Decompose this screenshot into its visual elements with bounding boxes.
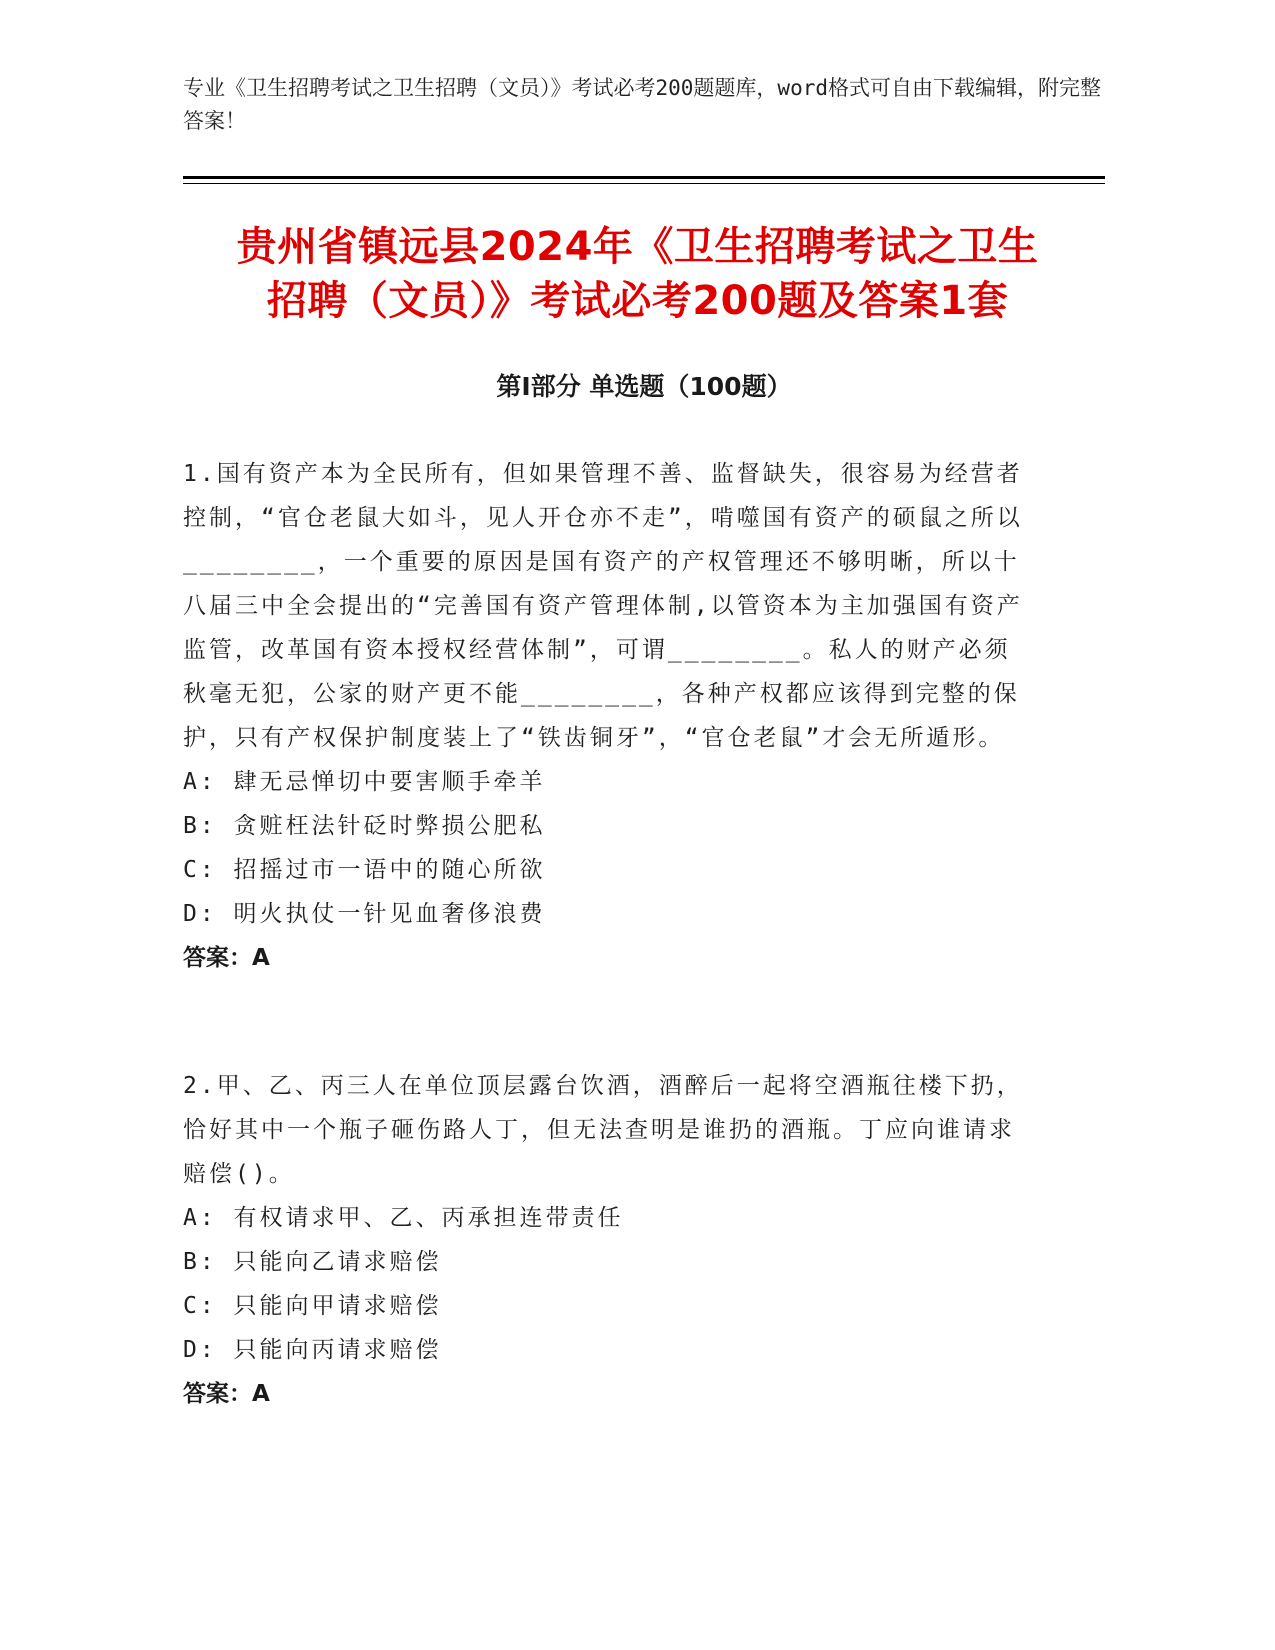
question-2 [183,1064,1033,1416]
option-c: C: 招摇过市一语中的随心所欲 [183,857,546,883]
answer: 答案：A [183,945,270,971]
answer: 答案：A [183,1381,270,1407]
question-1 [183,452,1033,980]
option-b: B: 只能向乙请求赔偿 [183,1249,442,1275]
option-a: A: 肆无忌惮切中要害顺手牵羊 [183,769,546,795]
option-b: B: 贪赃枉法针砭时弊损公肥私 [183,813,546,839]
option-c: C: 只能向甲请求赔偿 [183,1293,442,1319]
document-title-line-1: 贵州省镇远县2024年《卫生招聘考试之卫生 [236,224,1039,270]
document-title [150,220,1125,328]
question-stem: 1.国有资产本为全民所有，但如果管理不善、监督缺失，很容易为经营者控制，“官仓老鼠大如斗，见人开仓亦不走”，啃噬国有资产的硕鼠之所以________，一个重要的原因是国有资产的产权管理还不够明晰，所以十八届三中全会提出的“完善国有资产管理体制,以管资本为主加强国有资产监管，改革国有资本授权经营体制”，可谓________。私人的财产必须秋毫无犯，公家的财产更不能________，各种产权都应该得到完整的保护，只有产权保护制度装上了“铁齿铜牙”，“官仓老鼠”才会无所遁形。 [183,461,1023,751]
header-divider-thin [183,183,1105,184]
section-title: 第I部分 单选题（100题） [496,372,792,401]
document-title-line-2: 招聘（文员）》考试必考200题及答案1套 [266,278,1009,324]
header-note: 专业《卫生招聘考试之卫生招聘（文员）》考试必考200题题库，word格式可自由下载编辑，附完整答案！ [183,76,1101,133]
option-a: A: 有权请求甲、乙、丙承担连带责任 [183,1205,624,1231]
question-stem: 2.甲、乙、丙三人在单位顶层露台饮酒，酒醉后一起将空酒瓶往楼下扔，恰好其中一个瓶子砸伤路人丁，但无法查明是谁扔的酒瓶。丁应向谁请求赔偿()。 [183,1073,1023,1187]
header-divider-thick [183,176,1105,179]
option-d: D: 只能向丙请求赔偿 [183,1337,442,1363]
option-d: D: 明火执仗一针见血奢侈浪费 [183,901,546,927]
